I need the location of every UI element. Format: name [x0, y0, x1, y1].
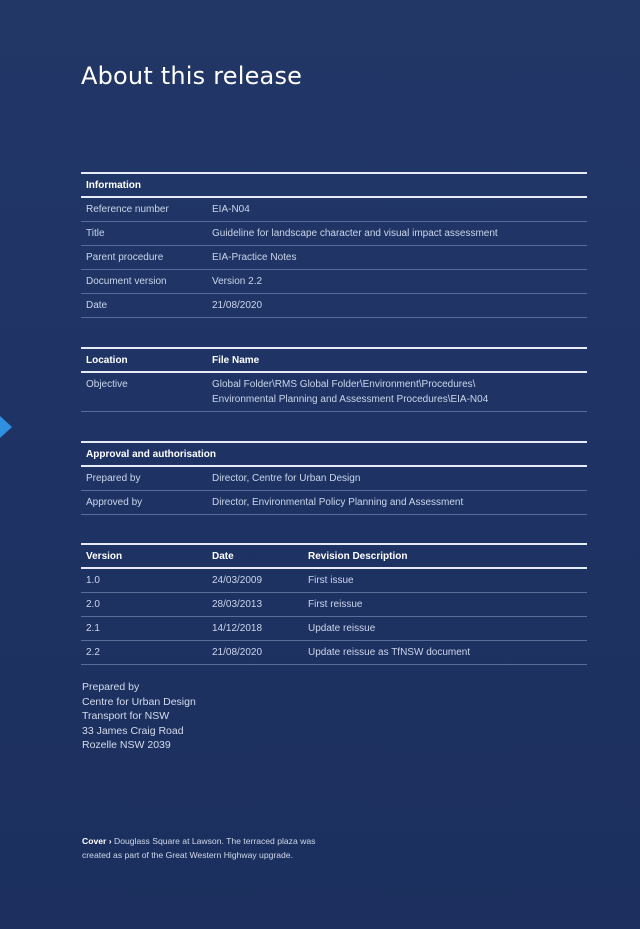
- row-value: 21/08/2020: [207, 294, 587, 318]
- description-cell: First issue: [303, 568, 587, 593]
- cover-caption-line: [82, 835, 315, 849]
- prepared-line: Centre for Urban Design: [82, 695, 196, 708]
- table-header-row: [81, 173, 587, 197]
- table-row: [81, 568, 587, 593]
- version-table: [81, 543, 587, 665]
- cover-lead: Cover ›: [82, 836, 112, 846]
- prepared-line: Transport for NSW: [82, 710, 170, 723]
- row-label: Reference number: [81, 197, 207, 222]
- version-cell: 2.1: [81, 617, 207, 641]
- revision-description-header: Revision Description: [303, 544, 587, 568]
- description-cell: Update reissue as TfNSW document: [303, 641, 587, 665]
- date-cell: 14/12/2018: [207, 617, 303, 641]
- row-label: Document version: [81, 270, 207, 294]
- table-header-row: [81, 442, 587, 466]
- table-row: [81, 617, 587, 641]
- table-row: [81, 641, 587, 665]
- date-cell: 21/08/2020: [207, 641, 303, 665]
- prepared-line: Rozelle NSW 2039: [82, 739, 171, 752]
- page-title: About this release: [81, 62, 303, 90]
- table-row: [81, 222, 587, 246]
- row-value: Director, Centre for Urban Design: [207, 466, 587, 491]
- table-row: [81, 491, 587, 515]
- row-value: Guideline for landscape character and visual impact assessment: [207, 222, 587, 246]
- table-row: [81, 197, 587, 222]
- table-row: [81, 593, 587, 617]
- file-path-line: Environmental Planning and Assessment Procedures\EIA-N04: [212, 394, 489, 405]
- table-header-row: [81, 544, 587, 568]
- table-row: [81, 466, 587, 491]
- prepared-line: Prepared by: [82, 681, 140, 693]
- file-path: [207, 372, 587, 412]
- description-cell: First reissue: [303, 593, 587, 617]
- table-row: [81, 270, 587, 294]
- version-cell: 1.0: [81, 568, 207, 593]
- version-cell: 2.0: [81, 593, 207, 617]
- row-label: Prepared by: [81, 466, 207, 491]
- information-heading: Information: [81, 173, 587, 197]
- description-cell: Update reissue: [303, 617, 587, 641]
- prepared-by-block: [82, 680, 196, 753]
- file-path-line: Global Folder\RMS Global Folder\Environment\Procedures\: [212, 379, 476, 390]
- version-cell: 2.2: [81, 641, 207, 665]
- information-table: [81, 172, 587, 318]
- row-value: Director, Environmental Policy Planning and Assessment: [207, 491, 587, 515]
- row-label: Title: [81, 222, 207, 246]
- cover-caption-line: created as part of the Great Western Highway upgrade.: [82, 849, 293, 860]
- date-cell: 24/03/2009: [207, 568, 303, 593]
- file-name-header: File Name: [207, 348, 587, 372]
- page-marker-arrow-icon: [0, 416, 12, 438]
- row-label: Objective: [81, 372, 207, 412]
- date-cell: 28/03/2013: [207, 593, 303, 617]
- approval-table: [81, 441, 587, 515]
- row-value: Version 2.2: [207, 270, 587, 294]
- cover-caption: [82, 835, 315, 862]
- table-row: [81, 372, 587, 412]
- approval-heading: Approval and authorisation: [81, 442, 587, 466]
- row-label: Approved by: [81, 491, 207, 515]
- row-value: EIA-Practice Notes: [207, 246, 587, 270]
- location-table: [81, 347, 587, 412]
- row-value: EIA-N04: [207, 197, 587, 222]
- version-header: Version: [81, 544, 207, 568]
- row-label: Parent procedure: [81, 246, 207, 270]
- table-header-row: [81, 348, 587, 372]
- date-header: Date: [207, 544, 303, 568]
- row-label: Date: [81, 294, 207, 318]
- table-row: [81, 294, 587, 318]
- location-header: Location: [81, 348, 207, 372]
- cover-text: Douglass Square at Lawson. The terraced plaza was: [111, 836, 316, 846]
- table-row: [81, 246, 587, 270]
- prepared-line: 33 James Craig Road: [82, 724, 184, 737]
